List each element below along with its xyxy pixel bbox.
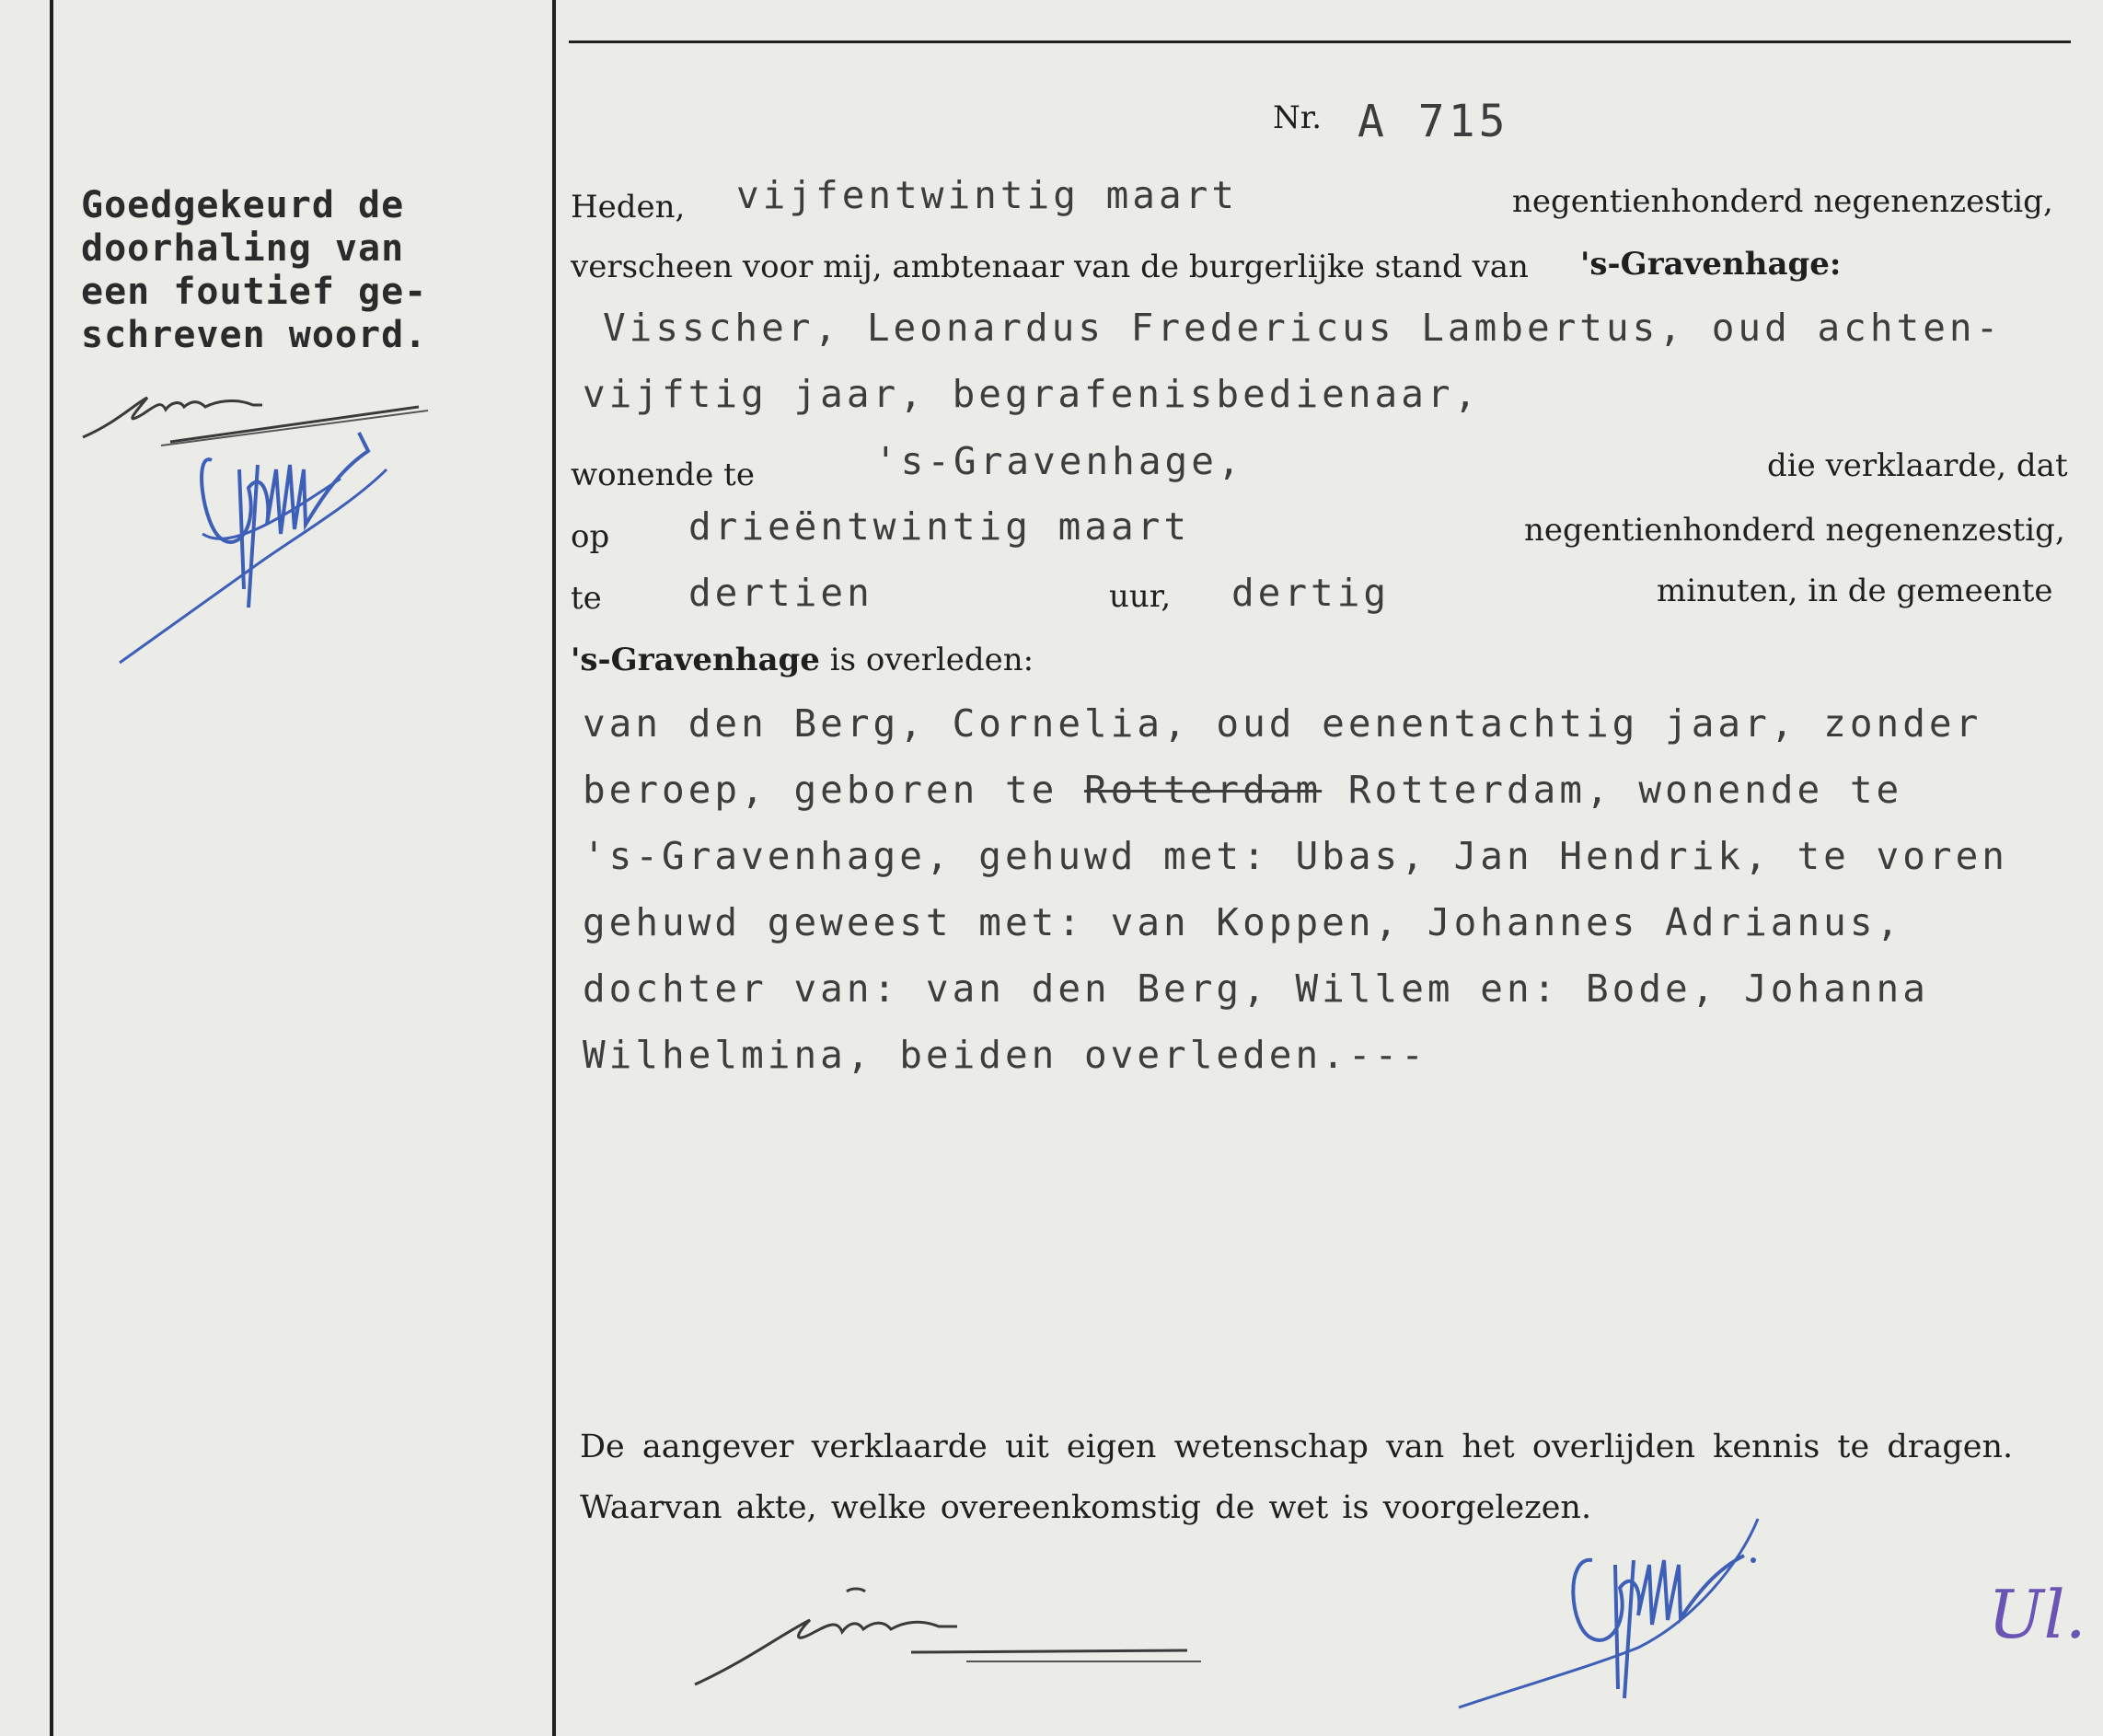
deceased-line: Wilhelmina, beiden overleden.--- [583,1033,1427,1077]
registration-date: vijfentwintig maart [736,173,1238,217]
wonende-label: wonende te [571,457,755,493]
closing-line: De aangever verklaarde uit eigen wetenschap van het overlijden kennis te dragen. [580,1429,2014,1465]
signature-registrar [1454,1510,1767,1721]
deceased-line: 's-Gravenhage, gehuwd met: Ubas, Jan Hendrik, te voren [583,834,2008,878]
clerk-initials: Ul. [1988,1576,2086,1653]
uur-label: uur, [1109,578,1172,615]
declarant-residence: 's-Gravenhage, [874,439,1244,483]
deceased-line-part: Rotterdam, wonende te [1322,768,1903,812]
nr-label: Nr. [1273,99,1323,136]
left-page-border [50,0,53,1736]
minuten-label: minuten, in de gemeente [1657,573,2053,609]
deceased-line: dochter van: van den Berg, Willem en: Bode, Johanna [583,966,1929,1011]
verklaarde-label: die verklaarde, dat [1767,447,2068,484]
registration-year-label: negentienhonderd negenenzestig, [1512,183,2053,220]
closing-line: Waarvan akte, welke overeenkomstig de wet is voorgelezen. [580,1489,1592,1526]
op-label: op [571,518,610,555]
header-rule [569,41,2071,43]
margin-approval-note [81,184,427,357]
margin-note-line: een foutief ge- [81,271,428,313]
struck-word: Rotterdam [1084,768,1323,812]
deceased-line: van den Berg, Cornelia, oud eenentachtig jaar, zonder [583,701,1982,746]
margin-signature-registrar [110,414,405,672]
act-number: A 715 [1358,96,1509,147]
death-hour: dertien [688,571,873,615]
margin-column-divider [552,0,556,1736]
overleden-label: is overleden: [829,642,1034,678]
signature-declarant [690,1579,1206,1698]
deceased-line-part: beroep, geboren te [583,768,1084,812]
municipality: 's-Gravenhage: [1580,246,1842,283]
margin-note-line: schreven woord. [81,314,428,356]
death-year-label: negentienhonderd negenenzestig, [1524,512,2065,549]
margin-note-line: doorhaling van [81,227,405,270]
deceased-line: gehuwd geweest met: van Koppen, Johannes Adrianus, [583,900,1903,944]
overleden-line [571,642,1034,678]
margin-note-line: Goedgekeurd de [81,184,405,226]
death-place: 's-Gravenhage [571,642,820,678]
heden-label: Heden, [571,189,686,226]
te-label: te [571,580,602,617]
deceased-line [583,757,2008,823]
deceased-details [583,690,2008,1088]
declarant-line: vijftig jaar, begrafenisbedienaar, [583,372,1481,416]
death-date: drieëntwintig maart [688,504,1190,549]
death-minutes: dertig [1231,571,1391,615]
verscheen-label: verscheen voor mij, ambtenaar van de burgerlijke stand van [571,249,1529,285]
declarant-line: Visscher, Leonardus Fredericus Lambertus, oud achten- [603,306,2003,350]
